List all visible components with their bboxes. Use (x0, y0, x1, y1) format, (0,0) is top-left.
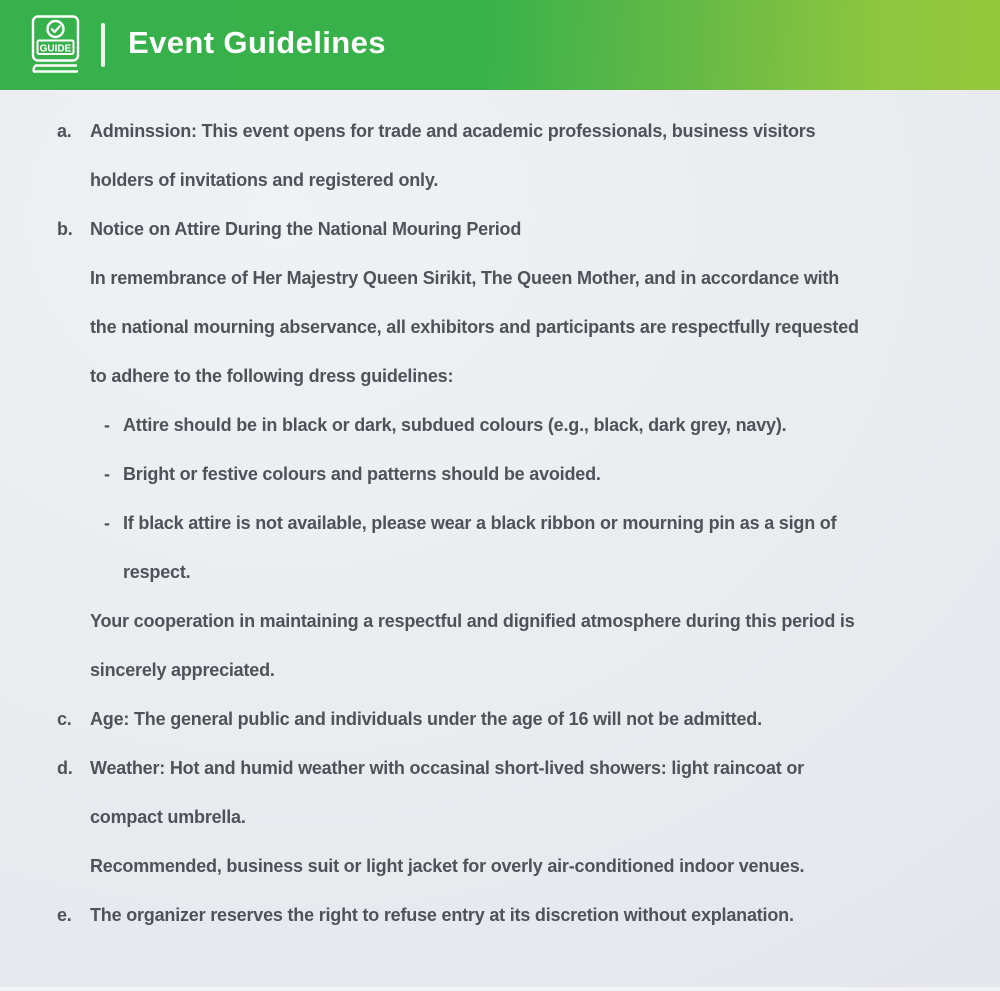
guideline-line: to adhere to the following dress guidelines: (90, 366, 454, 386)
guideline-item-organizer-rights (57, 891, 970, 940)
guide-book-icon (27, 14, 85, 76)
guideline-line: compact umbrella. (90, 807, 246, 827)
guideline-line: Weather: Hot and humid weather with occasinal short-lived showers: light raincoat or (90, 758, 804, 778)
guideline-line: Recommended, business suit or light jacket for overly air-conditioned indoor venues. (90, 856, 805, 876)
guideline-line: the national mourning abservance, all exhibitors and participants are respectfully requested (90, 317, 859, 337)
guideline-heading: Notice on Attire During the National Mouring Period (90, 219, 522, 239)
header-divider (101, 23, 105, 67)
page-title: Event Guidelines (128, 25, 386, 60)
check-circle-icon (48, 21, 64, 37)
guideline-line: In remembrance of Her Majestry Queen Sirikit, The Queen Mother, and in accordance with (90, 268, 840, 288)
guideline-line: respect. (123, 562, 191, 582)
guideline-item-weather (57, 744, 970, 891)
guideline-line: If black attire is not available, please wear a black ribbon or mourning pin as a sign of (123, 513, 837, 533)
list-marker-b: b. (57, 219, 73, 239)
guideline-line: Age: The general public and individuals under the age of 16 will not be admitted. (90, 709, 762, 729)
bullet-dash: - (104, 464, 110, 484)
guideline-line: The organizer reserves the right to refuse entry at its discretion without explanation. (90, 905, 794, 925)
guidelines-list (0, 90, 1000, 940)
guideline-line: Adminssion: This event opens for trade and academic professionals, business visitors (90, 121, 816, 141)
list-marker-a: a. (57, 121, 72, 141)
guide-label-text: GUIDE (39, 43, 72, 55)
list-marker-d: d. (57, 758, 73, 778)
dress-code-bullet (90, 499, 970, 548)
list-marker-c: c. (57, 709, 72, 729)
header-banner (0, 0, 1000, 90)
guideline-item-age (57, 695, 970, 744)
guideline-line: Bright or festive colours and patterns should be avoided. (123, 464, 601, 484)
bullet-dash: - (104, 513, 110, 533)
bullet-dash: - (104, 415, 110, 435)
guideline-line: holders of invitations and registered only. (90, 170, 439, 190)
dress-code-bullet (90, 450, 970, 499)
guideline-line: Attire should be in black or dark, subdued colours (e.g., black, dark grey, navy). (123, 415, 787, 435)
guideline-item-admission (57, 107, 970, 205)
guideline-item-attire-notice (57, 205, 970, 695)
guideline-line: sincerely appreciated. (90, 660, 275, 680)
checkmark-icon (52, 26, 60, 32)
list-marker-e: e. (57, 905, 72, 925)
dress-code-bullet (90, 401, 970, 450)
guideline-line: Your cooperation in maintaining a respectful and dignified atmosphere during this period is (90, 611, 855, 631)
